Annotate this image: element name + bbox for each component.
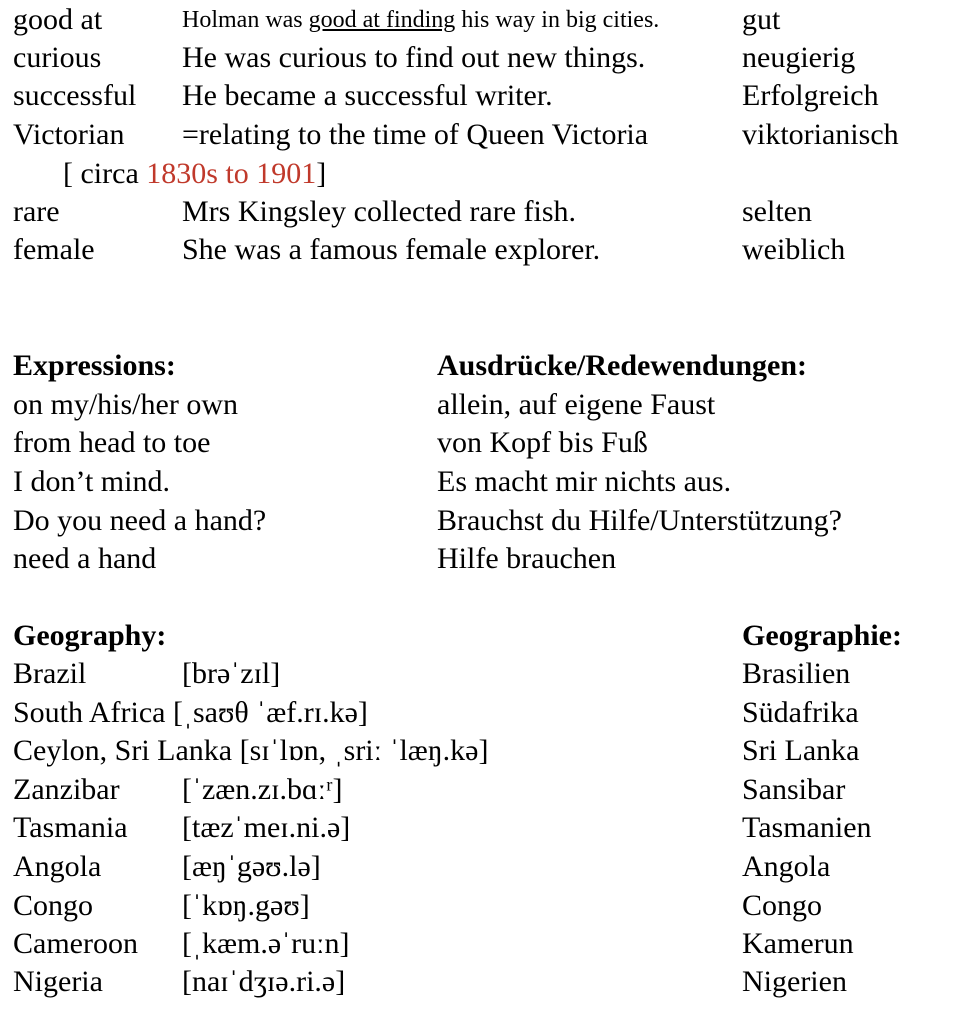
expression-row: [0, 463, 958, 501]
expression-de: Hilfe brauchen: [437, 542, 617, 575]
country-ipa: [ˌkæm.əˈruːn]: [182, 927, 350, 960]
expression-row: [0, 502, 958, 540]
vocab-row: [0, 1, 958, 39]
vocab-translation: weiblich: [742, 233, 846, 266]
expression-en: I don’t mind.: [13, 465, 170, 498]
expression-row: [0, 386, 958, 424]
geography-row: [0, 694, 958, 732]
vocab-row: [0, 77, 958, 115]
vocab-word: rare: [13, 195, 60, 228]
expression-de: Brauchst du Hilfe/Unterstützung?: [437, 504, 842, 537]
vocab-row: [0, 39, 958, 77]
expression-en: on my/his/her own: [13, 388, 238, 421]
country-en: Tasmania: [13, 811, 128, 844]
vocab-row: [0, 231, 958, 269]
vocab-word: female: [13, 233, 95, 266]
vocab-word: good at: [13, 3, 103, 36]
expression-de: Es macht mir nichts aus.: [437, 465, 732, 498]
country-de: Kamerun: [742, 927, 854, 960]
expressions-heading-de: Ausdrücke/Redewendungen:: [437, 349, 808, 382]
expression-de: allein, auf eigene Faust: [437, 388, 716, 421]
country-ipa: [brəˈzɪl]: [182, 657, 281, 690]
country-en: Congo: [13, 889, 94, 922]
expression-en: from head to toe: [13, 426, 211, 459]
expression-en: Do you need a hand?: [13, 504, 267, 537]
country-de: Angola: [742, 850, 831, 883]
country-de: Tasmanien: [742, 811, 872, 844]
country-ipa: [sɪˈlɒn, ˌsriː ˈlæŋ.kə]: [239, 734, 489, 767]
geography-row: [0, 809, 958, 847]
country-en: South Africa [ˌsaʊθ ˈæf.rɪ.kə]: [13, 696, 368, 729]
vocab-translation: Erfolgreich: [742, 79, 879, 112]
country-de: Congo: [742, 889, 823, 922]
country-en: Cameroon: [13, 927, 138, 960]
vocab-note: [ circa 1830s to 1901]: [63, 157, 327, 190]
vocab-translation: viktorianisch: [742, 118, 899, 151]
vocab-row: [0, 116, 958, 154]
geography-heading-row: [0, 617, 958, 655]
country-ipa: [naɪˈdʒɪə.ri.ə]: [182, 965, 346, 998]
country-de: Sri Lanka: [742, 734, 860, 767]
expression-en: need a hand: [13, 542, 157, 575]
country-ipa: [ˈzæn.zɪ.bɑːʳ]: [182, 773, 343, 806]
vocab-example: =relating to the time of Queen Victoria: [182, 118, 649, 151]
expressions-heading-row: [0, 347, 958, 385]
geography-heading: Geography:: [13, 619, 167, 652]
country-ipa: [ˈkɒŋ.gəʊ]: [182, 889, 310, 922]
country-de: Nigerien: [742, 965, 847, 998]
vocab-translation: selten: [742, 195, 812, 228]
geography-row: [0, 887, 958, 925]
geography-row: [0, 963, 958, 1001]
vocab-example: She was a famous female explorer.: [182, 233, 601, 266]
vocab-word: successful: [13, 79, 137, 112]
country-de: Südafrika: [742, 696, 859, 729]
country-ipa: [ˌsaʊθ ˈæf.rɪ.kə]: [172, 696, 368, 729]
country-en: Ceylon, Sri Lanka [sɪˈlɒn, ˌsriː ˈlæŋ.kə]: [13, 734, 489, 767]
country-en: Nigeria: [13, 965, 103, 998]
vocab-translation: neugierig: [742, 41, 856, 74]
expression-row: [0, 540, 958, 578]
geography-row: [0, 655, 958, 693]
vocab-word: Victorian: [13, 118, 125, 151]
vocab-row: [0, 193, 958, 231]
country-en: Brazil: [13, 657, 87, 690]
geography-heading-de: Geographie:: [742, 619, 902, 652]
country-en: Zanzibar: [13, 773, 120, 806]
country-ipa: [æŋˈgəʊ.lə]: [182, 850, 321, 883]
country-en: Angola: [13, 850, 102, 883]
geography-row: [0, 848, 958, 886]
date-range: 1830s to 1901: [146, 157, 317, 190]
vocab-example: Holman was good at finding his way in big cities.: [182, 7, 660, 33]
vocab-example: He was curious to find out new things.: [182, 41, 646, 74]
expression-de: von Kopf bis Fuß: [437, 426, 648, 459]
geography-row: [0, 925, 958, 963]
vocab-word: curious: [13, 41, 102, 74]
expression-row: [0, 424, 958, 462]
geography-row: [0, 771, 958, 809]
country-de: Brasilien: [742, 657, 851, 690]
expressions-heading: Expressions:: [13, 349, 176, 382]
vocab-example: Mrs Kingsley collected rare fish.: [182, 195, 577, 228]
country-ipa: [tæzˈmeɪ.ni.ə]: [182, 811, 351, 844]
country-de: Sansibar: [742, 773, 846, 806]
vocab-example: He became a successful writer.: [182, 79, 553, 112]
geography-row: [0, 732, 958, 770]
vocab-translation: gut: [742, 3, 781, 36]
